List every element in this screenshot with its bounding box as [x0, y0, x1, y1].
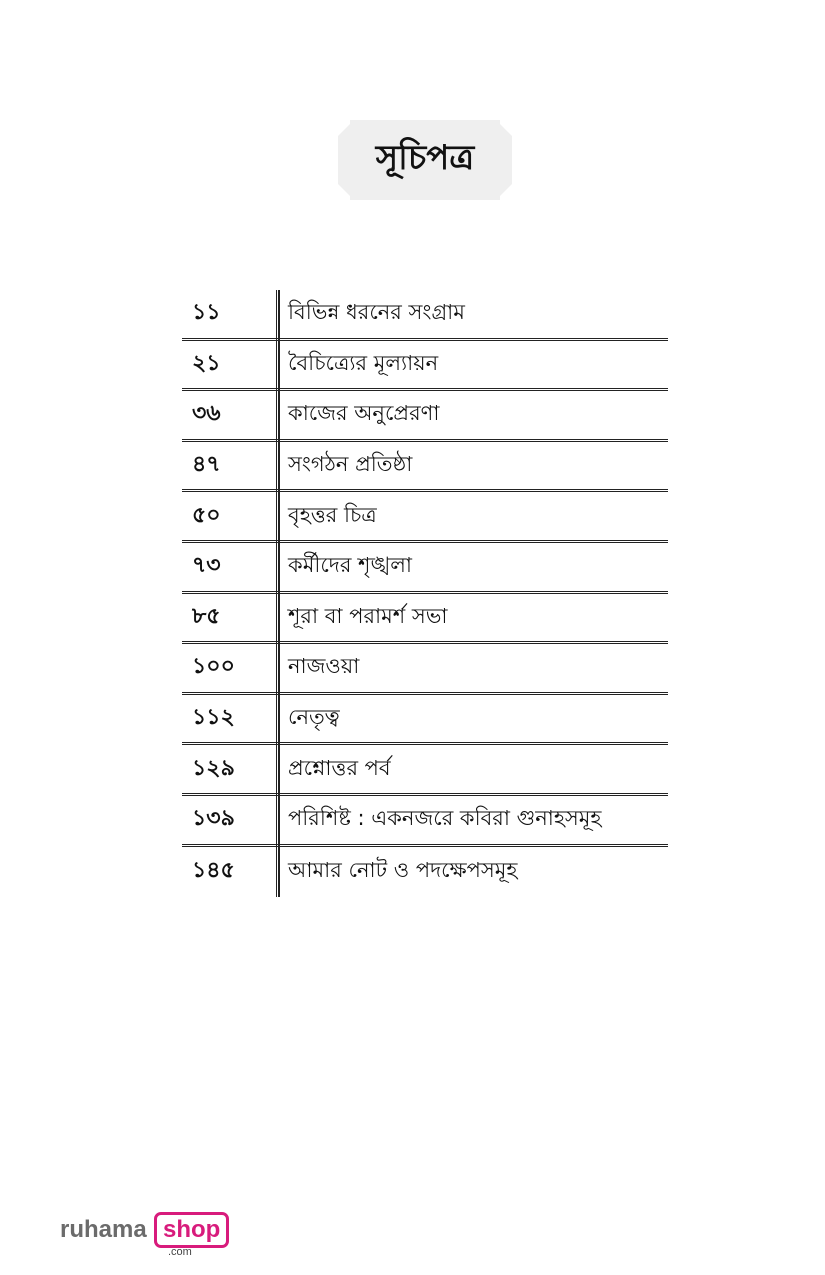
toc-page-number: ৩৬ — [192, 401, 221, 427]
logo-text-com: .com — [168, 1246, 192, 1258]
toc-chapter-title: বৃহত্তর চিত্র — [288, 502, 377, 527]
toc-row — [182, 594, 668, 645]
toc-page-number: ১২৯ — [192, 755, 235, 781]
toc-chapter-title: পরিশিষ্ট : একনজরে কবিরা গুনাহসমূহ — [288, 806, 602, 831]
toc-page-number: ১৪৫ — [192, 858, 235, 884]
toc-row — [182, 442, 668, 493]
table-of-contents — [182, 290, 668, 897]
toc-page-number: ২১ — [192, 350, 221, 376]
logo-text-shop: shop — [154, 1212, 229, 1248]
toc-row — [182, 543, 668, 594]
logo-text-ruhama: ruhama — [60, 1216, 147, 1243]
toc-page-number: ৭৩ — [192, 553, 221, 579]
column-divider — [276, 290, 280, 897]
toc-chapter-title: কর্মীদের শৃঙ্খলা — [288, 553, 412, 578]
toc-chapter-title: প্রশ্নোত্তর পর্ব — [288, 755, 391, 780]
toc-row — [182, 290, 668, 341]
toc-row — [182, 341, 668, 392]
page-title: সূচিপত্র — [375, 137, 475, 178]
toc-row — [182, 847, 668, 898]
toc-row — [182, 695, 668, 746]
toc-page-number: ১১২ — [192, 705, 235, 731]
toc-page-number: ১০০ — [192, 654, 235, 680]
toc-chapter-title: নেতৃত্ব — [288, 705, 340, 730]
toc-chapter-title: বিভিন্ন ধরনের সংগ্রাম — [288, 300, 465, 325]
toc-chapter-title: শূরা বা পরামর্শ সভা — [288, 603, 448, 628]
toc-chapter-title: আমার নোট ও পদক্ষেপসমূহ — [288, 858, 518, 883]
toc-chapter-title: সংগঠন প্রতিষ্ঠা — [288, 452, 413, 477]
toc-row — [182, 644, 668, 695]
toc-chapter-title: নাজওয়া — [288, 654, 360, 679]
publisher-logo — [60, 1212, 230, 1258]
toc-row — [182, 391, 668, 442]
toc-page-number: ৪৭ — [192, 452, 221, 478]
toc-chapter-title: কাজের অনুপ্রেরণা — [288, 401, 440, 426]
toc-page-number: ১১ — [192, 300, 221, 326]
toc-page-number: ৮৫ — [192, 603, 221, 629]
toc-page-number: ১৩৯ — [192, 806, 235, 832]
toc-chapter-title: বৈচিত্র্যের মূল্যায়ন — [288, 350, 439, 375]
toc-row — [182, 745, 668, 796]
toc-row — [182, 796, 668, 847]
toc-row — [182, 492, 668, 543]
toc-page-number: ৫০ — [192, 502, 221, 528]
page-title-banner — [338, 120, 512, 200]
